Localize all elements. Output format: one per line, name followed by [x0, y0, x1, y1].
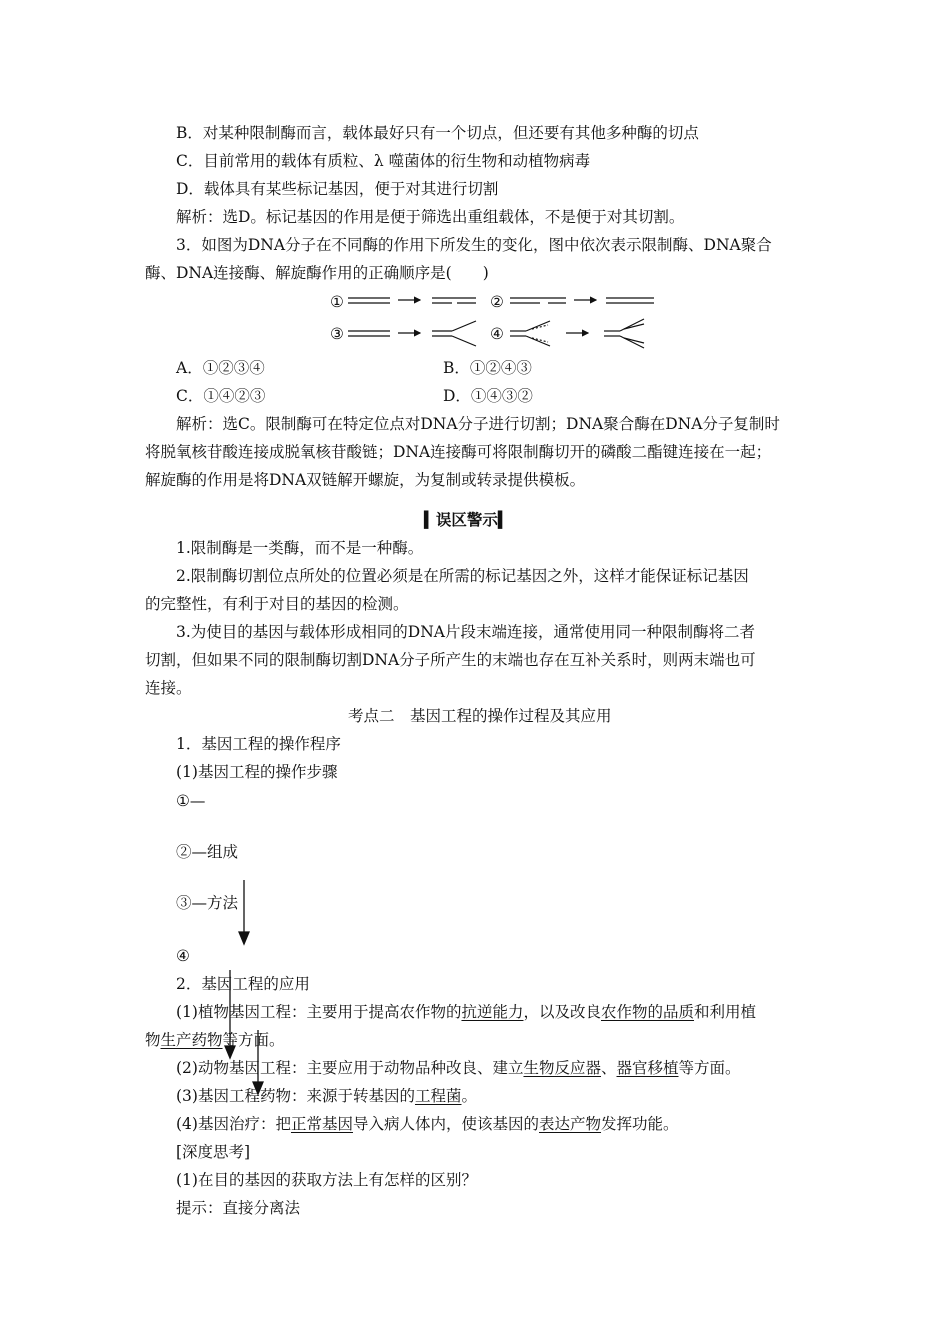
deep-question: (1)在目的基因的获取方法上有怎样的区别？ [176, 1171, 477, 1189]
step-1: ①— [176, 792, 206, 810]
choice-a: A．①②③④ [176, 359, 265, 377]
step-3: ③—方法 [176, 894, 239, 912]
app-1-line1: (1)植物基因工程：主要用于提高农作物的抗逆能力，以及改良农作物的品质和利用植 [176, 1003, 757, 1021]
app-1-line2: 物生产药物等方面。 [145, 1031, 285, 1049]
option-b: B．对某种限制酶而言，载体最好只有一个切点，但还要有其他多种酶的切点 [176, 124, 699, 142]
warning-p2-line2: 的完整性，有利于对目的基因的检测。 [145, 595, 409, 613]
answer-q2: 解析：选D。标记基因的作用是便于筛选出重组载体，不是便于对其切割。 [176, 208, 685, 226]
figure-label-2: ② [490, 293, 504, 311]
warning-p3-line1: 3.为使目的基因与载体形成相同的DNA片段末端连接，通常使用同一种限制酶将二者 [176, 623, 755, 641]
q3-stem-line1: 3．如图为DNA分子在不同酶的作用下所发生的变化，图中依次表示限制酶、DNA聚合 [176, 236, 772, 254]
option-d: D．载体具有某些标记基因，便于对其进行切割 [176, 180, 499, 198]
app-2: (2)动物基因工程：主要应用于动物品种改良、建立生物反应器、器官移植等方面。 [176, 1059, 741, 1077]
warning-p1: 1.限制酶是一类酶，而不是一种酶。 [176, 539, 424, 557]
app-3: (3)基因工程药物：来源于转基因的工程菌。 [176, 1087, 477, 1105]
step-4: ④ [176, 947, 190, 965]
choice-d: D．①④③② [443, 387, 533, 405]
figure-label-4: ④ [490, 325, 504, 343]
deep-hint: 提示：直接分离法 [176, 1199, 301, 1217]
section-title: 考点二 基因工程的操作过程及其应用 [348, 707, 612, 725]
answer-q3-line3: 解旋酶的作用是将DNA双链解开螺旋，为复制或转录提供模板。 [145, 471, 586, 489]
warning-p2-line1: 2.限制酶切割位点所处的位置必须是在所需的标记基因之外，这样才能保证标记基因 [176, 567, 749, 585]
heading-2: 2．基因工程的应用 [176, 975, 310, 993]
heading-1-sub: (1)基因工程的操作步骤 [176, 763, 338, 781]
figure-label-1: ① [330, 293, 344, 311]
answer-q3-line1: 解析：选C。限制酶可在特定位点对DNA分子进行切割；DNA聚合酶在DNA分子复制时 [176, 415, 780, 433]
choice-c: C．①④②③ [176, 387, 266, 405]
figure-label-3: ③ [330, 325, 344, 343]
answer-q3-line2: 将脱氧核苷酸连接成脱氧核苷酸链；DNA连接酶可将限制酶切开的磷酸二酯键连接在一起； [145, 443, 772, 461]
step-2: ②—组成 [176, 843, 239, 861]
deep-thinking: [深度思考] [176, 1143, 251, 1161]
warning-p3-line3: 连接。 [145, 679, 192, 697]
option-c: C．目前常用的载体有质粒、λ 噬菌体的衍生物和动植物病毒 [176, 152, 591, 170]
heading-1: 1．基因工程的操作程序 [176, 735, 341, 753]
warning-title: ▍误区警示▍ [424, 510, 510, 529]
q3-stem-line2: 酶、DNA连接酶、解旋酶作用的正确顺序是( ) [145, 264, 489, 282]
choice-b: B．①②④③ [443, 359, 532, 377]
warning-p3-line2: 切割，但如果不同的限制酶切割DNA分子所产生的末端也存在互补关系时，则两末端也可 [145, 651, 756, 669]
app-4: (4)基因治疗：把正常基因导入病人体内，使该基因的表达产物发挥功能。 [176, 1115, 679, 1133]
